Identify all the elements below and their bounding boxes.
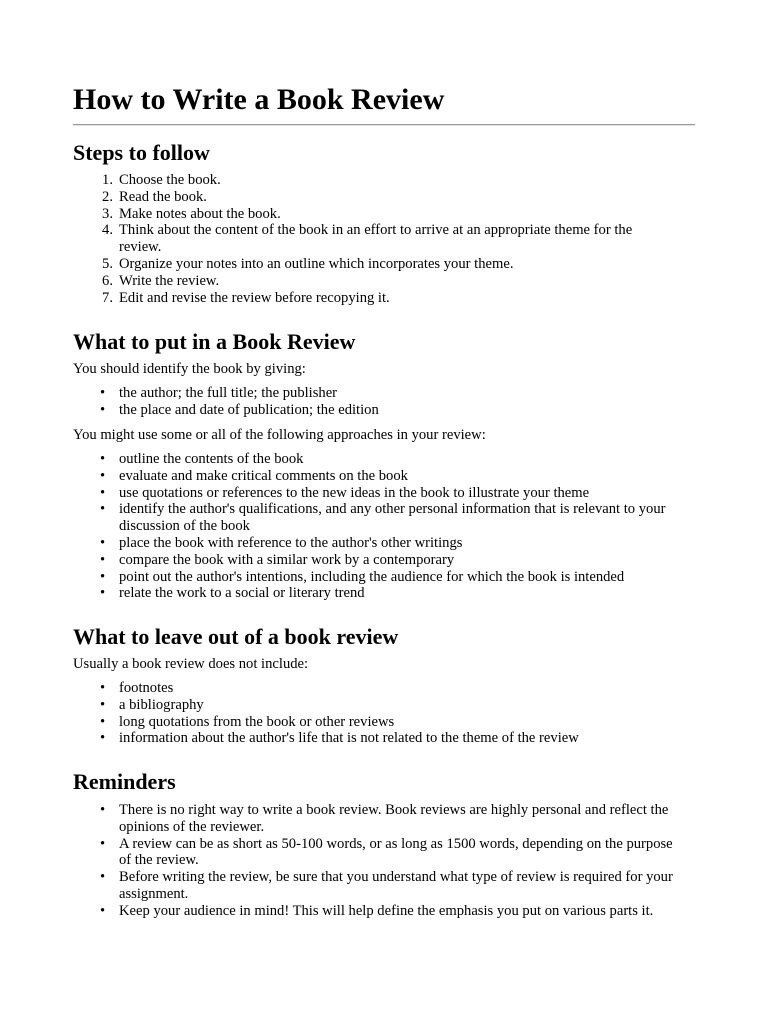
- list-number: 6.: [102, 272, 113, 289]
- list-item: • point out the author's intentions, including the audience for which the book is intended: [100, 568, 625, 585]
- list-item: • place the book with reference to the author's other writings: [100, 534, 463, 551]
- list-number: 7.: [102, 289, 113, 306]
- approaches-list: [73, 451, 673, 602]
- list-item: • There is no right way to write a book review. Book reviews are highly personal and reflect the opinions of the reviewer.: [100, 802, 669, 835]
- steps-heading: Steps to follow: [73, 140, 210, 165]
- exclude-heading: What to leave out of a book review: [73, 624, 399, 649]
- list-item: 2. Read the book.: [73, 189, 673, 206]
- bullet: •: [100, 730, 106, 747]
- bullet: •: [100, 680, 106, 696]
- exclude-list: [73, 680, 673, 747]
- list-number: 2.: [102, 188, 113, 205]
- bullet: •: [100, 869, 106, 886]
- identify-intro: You should identify the book by giving:: [73, 361, 306, 377]
- approaches-intro: You might use some or all of the following approaches in your review:: [73, 427, 486, 443]
- identify-list: [73, 385, 673, 419]
- list-item: • the author; the full title; the publisher: [100, 385, 338, 401]
- reminders-list: [73, 802, 673, 920]
- list-number: 1.: [102, 172, 113, 188]
- include-heading: What to put in a Book Review: [73, 329, 356, 354]
- list-item: • evaluate and make critical comments on the book: [100, 467, 408, 484]
- list-item: • outline the contents of the book: [100, 451, 304, 467]
- bullet: •: [100, 902, 106, 919]
- bullet: •: [100, 385, 106, 401]
- list-item: • long quotations from the book or other reviews: [100, 713, 395, 730]
- list-item: • a bibliography: [100, 696, 204, 713]
- title-divider: [73, 124, 695, 126]
- page-title: How to Write a Book Review: [73, 83, 445, 116]
- bullet: •: [100, 551, 106, 568]
- bullet: •: [100, 835, 106, 852]
- list-item: • use quotations or references to the new ideas in the book to illustrate your theme: [100, 484, 590, 501]
- reminders-heading: Reminders: [73, 769, 176, 794]
- bullet: •: [100, 501, 106, 518]
- list-item: • identify the author's qualifications, and any other personal information that is relevant to your discussion of the book: [100, 501, 666, 535]
- list-item: 5. Organize your notes into an outline which incorporates your theme.: [73, 256, 673, 273]
- list-item: • compare the book with a similar work by a contemporary: [100, 551, 455, 568]
- bullet: •: [100, 467, 106, 484]
- exclude-intro: Usually a book review does not include:: [73, 656, 309, 672]
- bullet: •: [100, 713, 106, 730]
- list-number: 4.: [102, 222, 113, 239]
- list-item: • A review can be as short as 50-100 words, or as long as 1500 words, depending on the purpose of the review.: [100, 835, 673, 869]
- list-item: • the place and date of publication; the edition: [100, 401, 379, 418]
- list-number: 3.: [102, 205, 113, 222]
- list-item: 1. Choose the book.: [73, 172, 673, 189]
- list-item: 6. Write the review.: [73, 273, 673, 290]
- bullet: •: [100, 696, 106, 713]
- bullet: •: [100, 451, 106, 467]
- list-item: 3. Make notes about the book.: [73, 206, 673, 223]
- list-item: 7. Edit and revise the review before recopying it.: [73, 290, 673, 307]
- bullet: •: [100, 568, 106, 585]
- bullet: •: [100, 484, 106, 501]
- list-item: 4. Think about the content of the book in an effort to arrive at an appropriate theme for the review.: [73, 222, 673, 256]
- bullet: •: [100, 401, 106, 418]
- steps-list: [73, 172, 673, 306]
- list-item: • Keep your audience in mind! This will help define the emphasis you put on various parts it.: [100, 902, 654, 919]
- bullet: •: [100, 534, 106, 551]
- list-item: • relate the work to a social or literary trend: [100, 585, 365, 602]
- list-item: • footnotes: [100, 680, 174, 696]
- list-number: 5.: [102, 255, 113, 272]
- bullet: •: [100, 585, 106, 602]
- bullet: •: [100, 802, 106, 818]
- list-item: • information about the author's life that is not related to the theme of the review: [100, 730, 579, 747]
- list-item: • Before writing the review, be sure that you understand what type of review is required for your assignment.: [100, 869, 673, 902]
